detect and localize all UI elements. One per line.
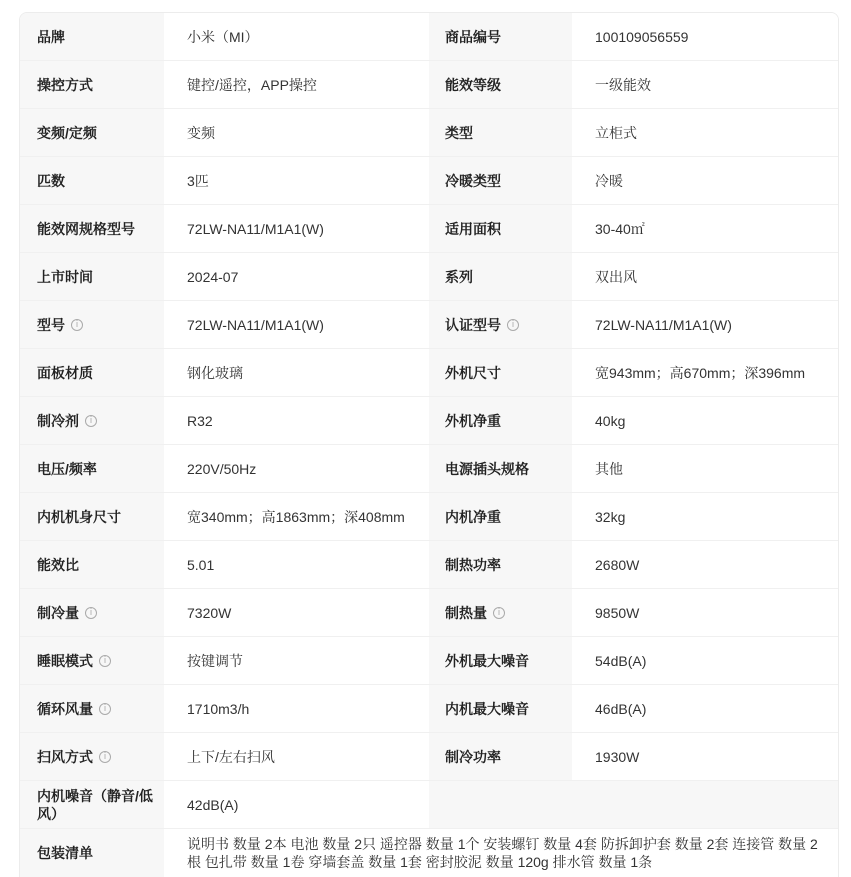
spec-row [20, 253, 838, 301]
spec-label: 内机机身尺寸 [37, 508, 121, 525]
package-value-cell [164, 829, 838, 877]
package-row [20, 829, 838, 877]
spec-label-cell [429, 157, 572, 204]
spec-value: 42dB(A) [187, 796, 239, 813]
spec-value-cell [572, 445, 838, 492]
spec-value-cell [572, 685, 838, 732]
spec-label-cell [429, 109, 572, 156]
spec-value: 46dB(A) [595, 700, 647, 717]
spec-value-cell [164, 685, 429, 732]
spec-value-cell [164, 589, 429, 636]
spec-label-cell [429, 733, 572, 780]
package-label: 包装清单 [37, 845, 93, 861]
spec-value: 2680W [595, 556, 640, 573]
spec-row [20, 205, 838, 253]
spec-label-cell [429, 637, 572, 684]
info-icon[interactable]: i [99, 655, 111, 667]
spec-value: 键控/遥控，APP操控 [187, 76, 317, 93]
spec-value-cell [572, 733, 838, 780]
spec-value: 其他 [595, 460, 623, 477]
spec-value: 30-40㎡ [595, 220, 645, 237]
spec-row [20, 301, 838, 349]
spec-label-cell [20, 109, 164, 156]
spec-row [20, 493, 838, 541]
spec-label: 外机净重 [445, 412, 501, 429]
spec-row [20, 589, 838, 637]
spec-value-cell [572, 13, 838, 60]
spec-row [20, 109, 838, 157]
info-icon[interactable]: i [71, 319, 83, 331]
spec-label: 品牌 [37, 28, 65, 45]
info-icon[interactable]: i [507, 319, 519, 331]
package-value: 说明书 数量 2本 电池 数量 2只 遥控器 数量 1个 安装螺钉 数量 4套 防拆卸护套 数量 2套 连接管 数量 2根 包扎带 数量 1卷 穿墙套盖 数量 1套 密封胶泥 数量 120g 排水管 数量 1条 [187, 836, 818, 870]
spec-row [20, 13, 838, 61]
spec-label: 内机净重 [445, 508, 501, 525]
spec-value: 3匹 [187, 172, 209, 189]
spec-value-cell [572, 397, 838, 444]
info-icon[interactable]: i [99, 703, 111, 715]
spec-label: 型号 [37, 316, 65, 333]
spec-value-cell [572, 589, 838, 636]
spec-label-cell [429, 349, 572, 396]
spec-row [20, 157, 838, 205]
spec-label: 商品编号 [445, 28, 501, 45]
spec-label-cell [20, 301, 164, 348]
spec-value: 9850W [595, 604, 640, 621]
spec-label-cell [20, 397, 164, 444]
spec-label: 制热功率 [445, 556, 501, 573]
spec-row [20, 349, 838, 397]
spec-row [20, 397, 838, 445]
spec-value: 5.01 [187, 556, 215, 573]
spec-label-cell [429, 493, 572, 540]
spec-label: 外机最大噪音 [445, 652, 529, 669]
spec-label: 上市时间 [37, 268, 93, 285]
spec-value: 冷暖 [595, 172, 623, 189]
spec-value: 钢化玻璃 [187, 364, 243, 381]
spec-value-cell [572, 109, 838, 156]
spec-value: 32kg [595, 508, 626, 525]
spec-label: 内机最大噪音 [445, 700, 529, 717]
spec-value: 220V/50Hz [187, 460, 257, 477]
spec-label-cell [20, 733, 164, 780]
spec-label-cell [429, 685, 572, 732]
spec-label: 匹数 [37, 172, 65, 189]
spec-label-cell [429, 541, 572, 588]
spec-value: 2024-07 [187, 268, 239, 285]
spec-label-cell [429, 445, 572, 492]
spec-value: 72LW-NA11/M1A1(W) [187, 316, 324, 333]
spec-value-cell [164, 109, 429, 156]
spec-label: 扫风方式 [37, 748, 93, 765]
spec-value-cell [164, 253, 429, 300]
spec-label-cell [20, 541, 164, 588]
spec-label: 制冷量 [37, 604, 79, 621]
spec-value-cell [164, 157, 429, 204]
package-label-cell [20, 829, 164, 877]
spec-row [20, 685, 838, 733]
spec-value-cell [164, 637, 429, 684]
spec-label-cell [429, 205, 572, 252]
spec-value-cell [572, 301, 838, 348]
spec-label: 冷暖类型 [445, 172, 501, 189]
spec-value: 变频 [187, 124, 215, 141]
spec-value-cell [572, 61, 838, 108]
spec-value: 40kg [595, 412, 626, 429]
spec-value-cell [572, 349, 838, 396]
spec-label: 系列 [445, 268, 473, 285]
spec-value: 1710m3/h [187, 700, 250, 717]
spec-value: 上下/左右扫风 [187, 748, 275, 765]
spec-value: 1930W [595, 748, 640, 765]
spec-value: 72LW-NA11/M1A1(W) [595, 316, 732, 333]
spec-label-cell [429, 301, 572, 348]
spec-label: 能效等级 [445, 76, 501, 93]
spec-value-cell [572, 157, 838, 204]
spec-value-cell [164, 13, 429, 60]
spec-label-cell [429, 13, 572, 60]
spec-label: 电源插头规格 [445, 460, 529, 477]
spec-row [20, 733, 838, 781]
spec-label: 制冷剂 [37, 412, 79, 429]
spec-value: 宽943mm；高670mm；深396mm [595, 364, 806, 381]
spec-value-cell [164, 301, 429, 348]
spec-value: 72LW-NA11/M1A1(W) [187, 220, 324, 237]
spec-label-cell [20, 493, 164, 540]
spec-label-cell [20, 13, 164, 60]
spec-value: 双出风 [595, 268, 637, 285]
info-icon[interactable]: i [99, 751, 111, 763]
spec-value-cell [164, 61, 429, 108]
spec-value-cell [164, 349, 429, 396]
spec-row [20, 445, 838, 493]
spec-value: 立柜式 [595, 124, 637, 141]
info-icon[interactable]: i [85, 415, 97, 427]
spec-label-cell [429, 589, 572, 636]
spec-value-cell [164, 733, 429, 780]
spec-value: 7320W [187, 604, 232, 621]
spec-label-cell [20, 157, 164, 204]
spec-label: 电压/频率 [37, 460, 97, 477]
spec-label-cell [20, 253, 164, 300]
spec-value-cell [164, 493, 429, 540]
spec-value: 100109056559 [595, 28, 689, 45]
spec-label: 变频/定频 [37, 124, 97, 141]
spec-value-cell [572, 493, 838, 540]
spec-value-cell [164, 397, 429, 444]
spec-label: 能效比 [37, 556, 79, 573]
spec-label-cell [20, 637, 164, 684]
spec-label-cell [20, 685, 164, 732]
spec-label-cell [20, 205, 164, 252]
spec-label-cell [429, 253, 572, 300]
spec-value-cell [164, 541, 429, 588]
spec-label-cell [20, 445, 164, 492]
spec-value-cell [572, 541, 838, 588]
spec-label: 认证型号 [445, 316, 501, 333]
spec-value-cell [572, 253, 838, 300]
spec-label: 面板材质 [37, 364, 93, 381]
spec-label: 操控方式 [37, 76, 93, 93]
spec-label-cell [20, 349, 164, 396]
spec-label: 睡眠模式 [37, 652, 93, 669]
spec-value-cell [572, 205, 838, 252]
spec-value: R32 [187, 412, 213, 429]
spec-row [20, 637, 838, 685]
spec-row [20, 61, 838, 109]
spec-value-cell [164, 205, 429, 252]
spec-label-cell [429, 397, 572, 444]
spec-value: 54dB(A) [595, 652, 647, 669]
spec-label: 适用面积 [445, 220, 501, 237]
spec-row [20, 781, 838, 829]
spec-label: 外机尺寸 [445, 364, 501, 381]
spec-label-cell [20, 589, 164, 636]
spec-value: 小米（MI） [187, 28, 259, 45]
spec-label: 制冷功率 [445, 748, 501, 765]
spec-value: 一级能效 [595, 76, 651, 93]
spec-label-cell [20, 781, 164, 828]
empty-cell [429, 781, 838, 828]
spec-value-cell [164, 781, 429, 828]
spec-label: 能效网规格型号 [37, 220, 135, 237]
info-icon[interactable]: i [493, 607, 505, 619]
spec-row [20, 541, 838, 589]
spec-label: 内机噪音（静音/低风） [37, 787, 153, 822]
spec-label-cell [429, 61, 572, 108]
spec-value: 按键调节 [187, 652, 243, 669]
info-icon[interactable]: i [85, 607, 97, 619]
spec-label-cell [20, 61, 164, 108]
spec-label: 类型 [445, 124, 473, 141]
spec-label: 循环风量 [37, 700, 93, 717]
spec-value: 宽340mm；高1863mm；深408mm [187, 508, 405, 525]
spec-table [19, 12, 839, 877]
spec-value-cell [572, 637, 838, 684]
spec-value-cell [164, 445, 429, 492]
spec-label: 制热量 [445, 604, 487, 621]
